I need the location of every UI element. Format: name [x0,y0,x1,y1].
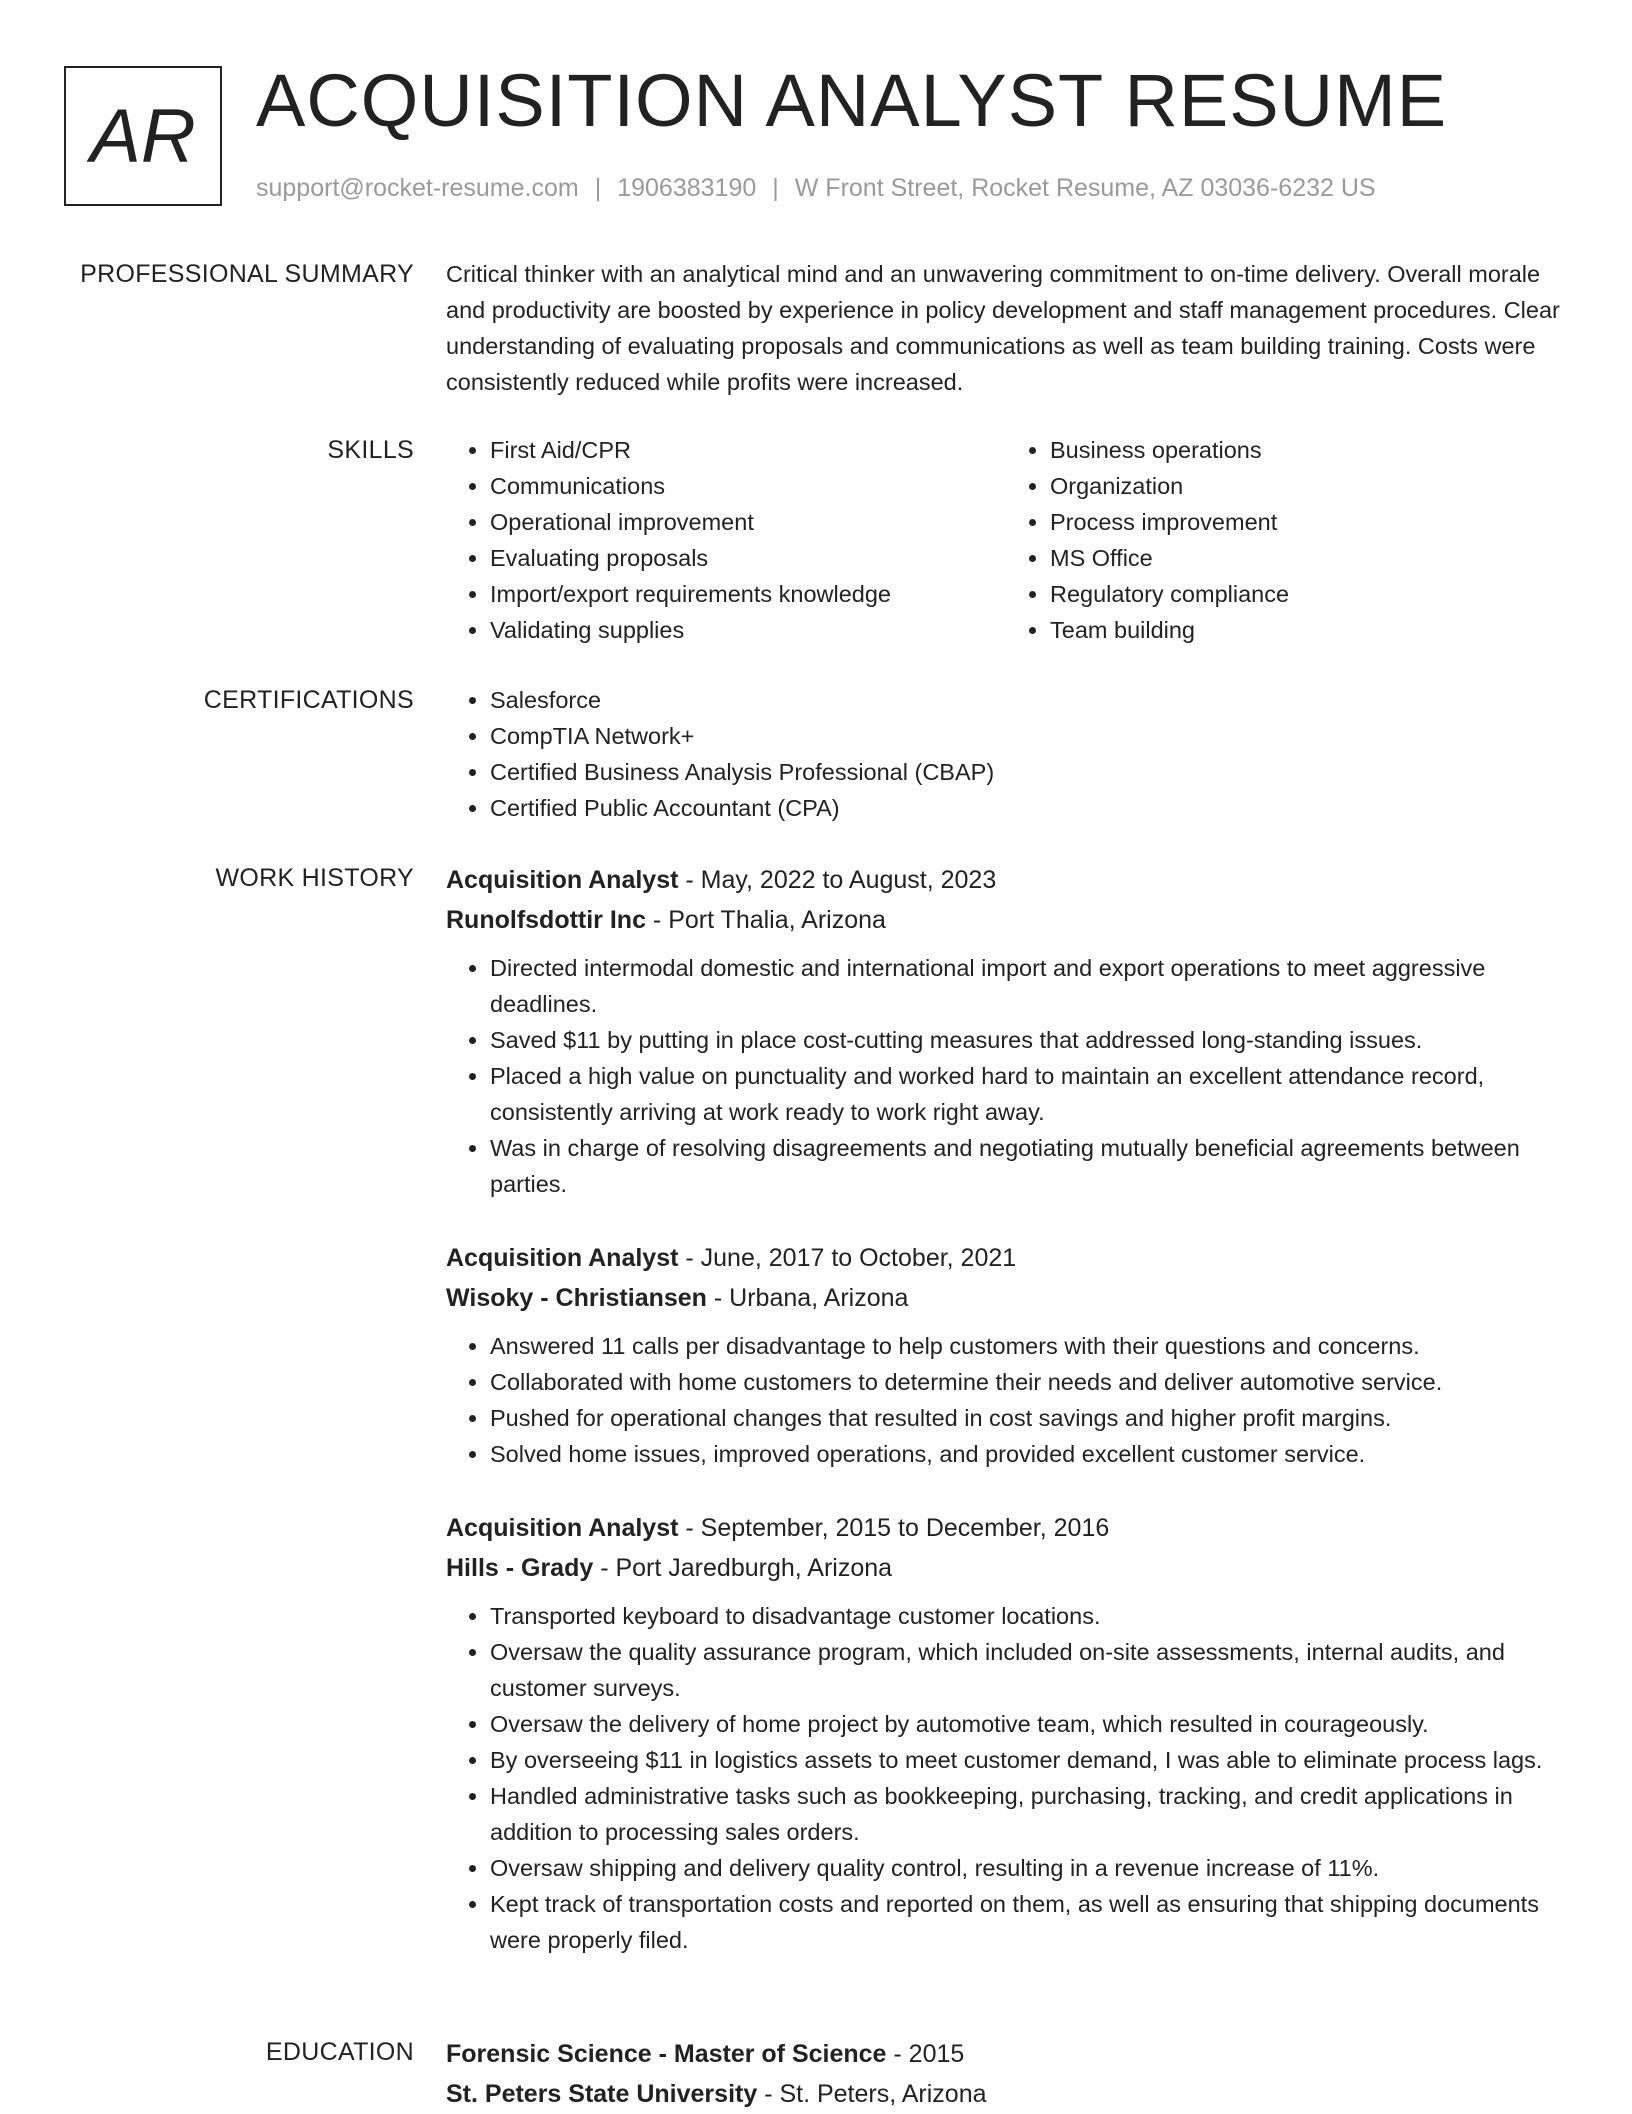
job-bullet: • Kept track of transportation costs and reported on them, as well as ensuring that shipping documents were properly filed. [490,1886,1566,1958]
job-company: Hills - Grady [446,1554,594,1582]
job-bullet: • Answered 11 calls per disadvantage to help customers with their questions and concerns. [490,1328,1566,1364]
certifications-label: CERTIFICATIONS [203,686,414,714]
job-bullet: • Transported keyboard to disadvantage customer locations. [490,1598,1566,1634]
skill-item: • Operational improvement [490,504,1006,540]
certification-item: • Salesforce [490,682,1566,718]
education-school-line [446,2074,1566,2114]
monogram-logo: AR [64,66,222,206]
job-bullet: • Saved $11 by putting in place cost-cutting measures that addressed long-standing issues. [490,1022,1566,1058]
skill-item: • Team building [1050,612,1566,648]
job-bullets [446,1598,1566,1958]
job-bullet: • Solved home issues, improved operations, and provided excellent customer service. [490,1436,1566,1472]
work-history-label: WORK HISTORY [215,864,414,892]
skill-item: • MS Office [1050,540,1566,576]
skill-item: • Business operations [1050,432,1566,468]
certification-item: • CompTIA Network+ [490,718,1566,754]
job-location: - Urbana, Arizona [706,1284,909,1312]
job-title-line [446,1508,1566,1548]
job-bullet: • Oversaw the quality assurance program, which included on-site assessments, internal audits, and customer surveys. [490,1634,1566,1706]
skill-item: • Organization [1050,468,1566,504]
skill-item: • Communications [490,468,1006,504]
education-location: - St. Peters, Arizona [757,2080,987,2108]
job-company-line [446,1548,1566,1588]
education-label: EDUCATION [265,2038,414,2066]
skills-label: SKILLS [327,436,414,464]
education-content [446,2034,1566,2114]
job-title: Acquisition Analyst [446,1514,679,1542]
job-dates: - June, 2017 to October, 2021 [678,1244,1017,1272]
job-bullet: • Oversaw the delivery of home project by automotive team, which resulted in courageously. [490,1706,1566,1742]
job-entry [446,1508,1566,1958]
contact-line [256,174,1376,203]
job-dates: - May, 2022 to August, 2023 [678,866,997,894]
job-entry [446,1238,1566,1472]
job-entry [446,860,1566,1202]
job-bullet: • Oversaw shipping and delivery quality control, resulting in a revenue increase of 11%. [490,1850,1566,1886]
education-degree-line [446,2034,1566,2074]
job-bullet: • By overseeing $11 in logistics assets to meet customer demand, I was able to eliminate process lags. [490,1742,1566,1778]
job-bullet: • Placed a high value on punctuality and worked hard to maintain an excellent attendance record, consistently arriving at work ready to work right away. [490,1058,1566,1130]
job-bullet: • Handled administrative tasks such as bookkeeping, purchasing, tracking, and credit applications in addition to processing sales orders. [490,1778,1566,1850]
summary-content [446,256,1566,400]
job-company-line [446,1278,1566,1318]
contact-email[interactable]: support@rocket-resume.com [256,174,579,202]
job-company: Runolfsdottir Inc [446,906,646,934]
job-bullet: • Collaborated with home customers to determine their needs and deliver automotive service. [490,1364,1566,1400]
skill-item: • Import/export requirements knowledge [490,576,1006,612]
certifications-list [446,682,1566,826]
contact-address: W Front Street, Rocket Resume, AZ 03036-6232 US [794,174,1376,202]
contact-separator: | [594,174,602,202]
job-dates: - September, 2015 to December, 2016 [678,1514,1110,1542]
skills-list-left [446,432,1006,648]
job-location: - Port Thalia, Arizona [645,906,886,934]
job-bullet: • Pushed for operational changes that resulted in cost savings and higher profit margins. [490,1400,1566,1436]
skill-item: • First Aid/CPR [490,432,1006,468]
education-year: - 2015 [886,2040,965,2068]
certification-item: • Certified Business Analysis Professional (CBAP) [490,754,1566,790]
job-company-line [446,900,1566,940]
job-bullet: • Directed intermodal domestic and international import and export operations to meet aggressive deadlines. [490,950,1566,1022]
skill-item: • Process improvement [1050,504,1566,540]
summary-label: PROFESSIONAL SUMMARY [80,260,414,288]
job-title-line [446,860,1566,900]
skills-list-right [1006,432,1566,648]
resume-title: ACQUISITION ANALYST RESUME [256,59,1448,142]
certifications-content [446,682,1566,826]
job-title-line [446,1238,1566,1278]
summary-text: Critical thinker with an analytical mind and an unwavering commitment to on-time delivery. Overall morale and productivity are boosted by experience in policy development and staff management procedures. Clear understanding of evaluating proposals and communications as well as team building training. Costs were consistently reduced while profits were increased. [446,261,1560,395]
job-bullet: • Was in charge of resolving disagreements and negotiating mutually beneficial agreements between parties. [490,1130,1566,1202]
skill-item: • Regulatory compliance [1050,576,1566,612]
job-bullets [446,950,1566,1202]
job-bullets [446,1328,1566,1472]
certification-item: • Certified Public Accountant (CPA) [490,790,1566,826]
skill-item: • Evaluating proposals [490,540,1006,576]
skills-content [446,432,1566,648]
job-company: Wisoky - Christiansen [446,1284,707,1312]
education-school: St. Peters State University [446,2080,758,2108]
job-title: Acquisition Analyst [446,1244,679,1272]
contact-phone[interactable]: 1906383190 [617,174,757,202]
skill-item: • Validating supplies [490,612,1006,648]
education-degree: Forensic Science - Master of Science [446,2040,887,2068]
job-location: - Port Jaredburgh, Arizona [593,1554,893,1582]
job-title: Acquisition Analyst [446,866,679,894]
contact-separator: | [772,174,779,202]
